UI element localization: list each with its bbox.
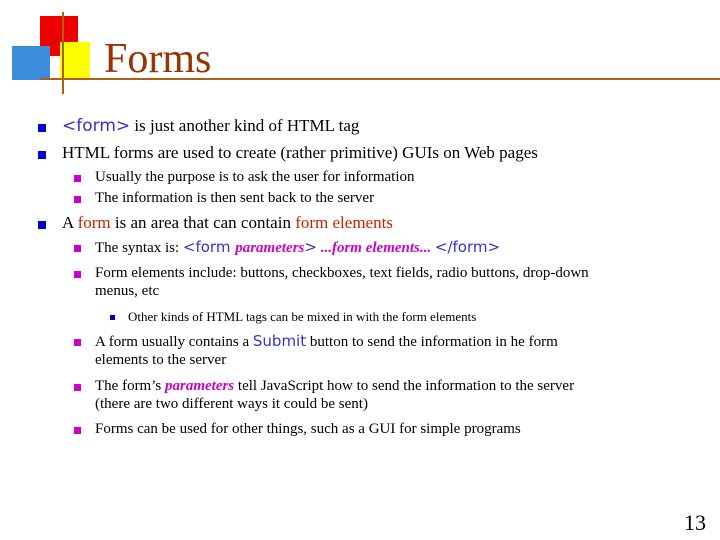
bullet-form-area: A form is an area that can contain form elements (62, 213, 393, 232)
slide-title: Forms (104, 36, 212, 82)
decor-yellow-square (60, 42, 90, 78)
bullet-form-elements-include: Form elements include: buttons, checkboxes, text fields, radio buttons, drop-down menus, etc (95, 265, 589, 300)
bullet-marker (38, 124, 46, 132)
bullet-marker (74, 196, 81, 203)
bullet-marker (38, 221, 46, 229)
bullet-marker (74, 427, 81, 434)
decor-vertical-line (62, 12, 64, 94)
bullet-marker (74, 339, 81, 346)
bullet-marker (74, 271, 81, 278)
bullet-marker (74, 384, 81, 391)
bullet-other-tags: Other kinds of HTML tags can be mixed in with the form elements (128, 309, 477, 324)
bullet-other-uses: Forms can be used for other things, such as a GUI for simple programs (95, 421, 521, 437)
bullet-marker (74, 175, 81, 182)
decor-blue-square (12, 46, 50, 80)
bullet-purpose: Usually the purpose is to ask the user for information (95, 169, 415, 185)
bullet-sent-back: The information is then sent back to the server (95, 190, 375, 206)
bullet-marker (74, 245, 81, 252)
bullet-syntax: The syntax is: <form parameters> ...form elements... </form> (95, 238, 501, 256)
bullet-parameters: The form’s parameters tell JavaScript how to send the information to the server (there are two different ways it could be sent) (95, 378, 575, 413)
bullet-html-forms: HTML forms are used to create (rather primitive) GUIs on Web pages (62, 143, 538, 162)
bullet-marker (110, 315, 115, 320)
bullet-form-tag: <form> is just another kind of HTML tag (62, 116, 360, 136)
bullet-submit: A form usually contains a Submit button to send the information in he form elements to the server (95, 332, 558, 369)
code-form-tag: <form> (62, 116, 131, 136)
bullet-marker (38, 151, 46, 159)
page-number: 13 (684, 510, 706, 535)
